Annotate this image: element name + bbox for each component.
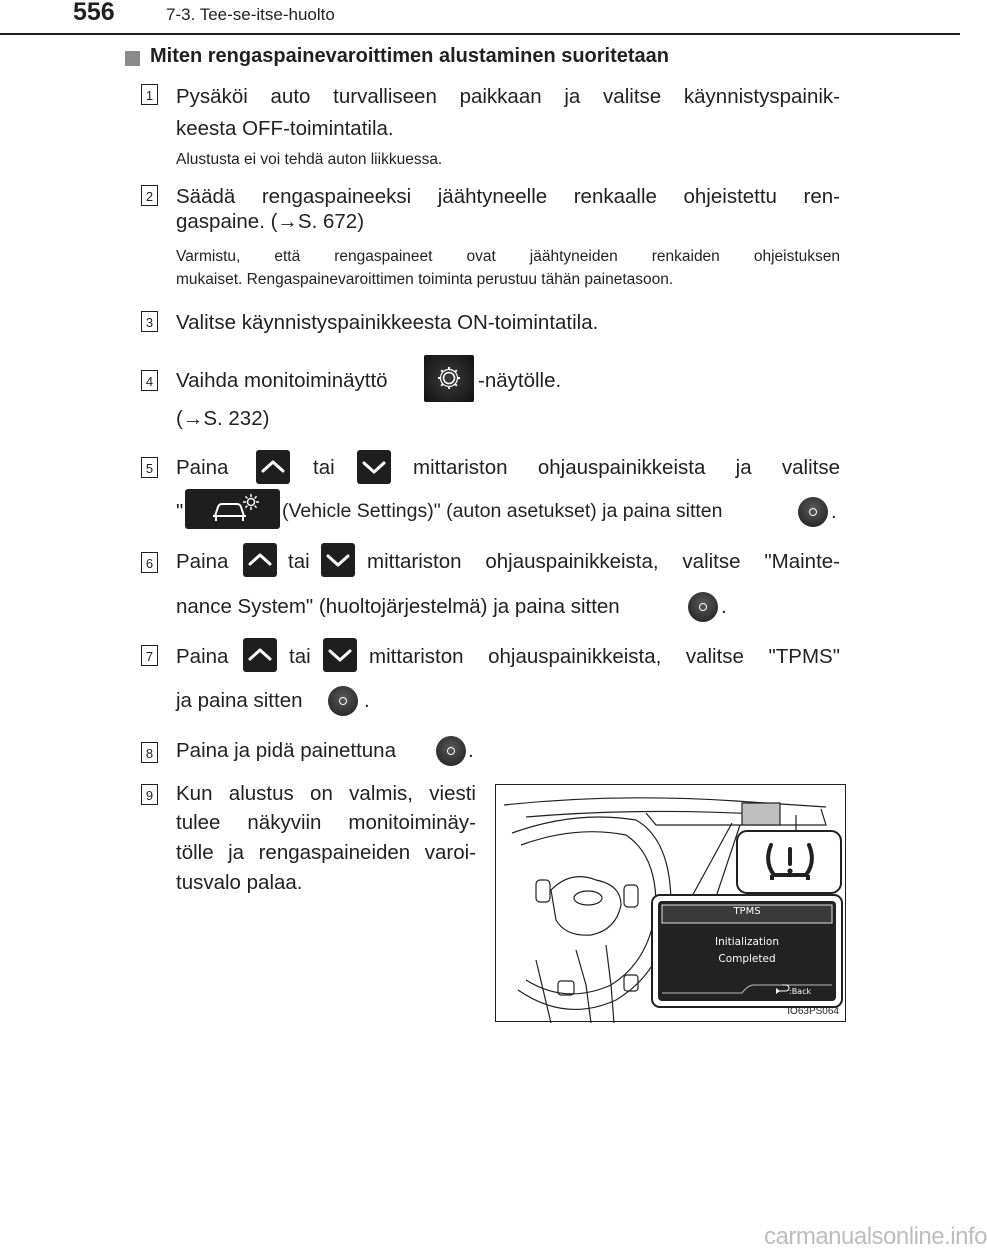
watermark: carmanualsonline.info bbox=[764, 1223, 987, 1250]
step-text: . bbox=[364, 689, 370, 712]
step-number: 9 bbox=[141, 784, 158, 805]
section-heading: Miten rengaspainevaroittimen alustaminen suoritetaan bbox=[150, 45, 670, 67]
gear-icon bbox=[424, 355, 474, 402]
step-text: tusvalo palaa. bbox=[176, 871, 303, 894]
step-text: -näytölle. bbox=[478, 369, 562, 392]
step-number: 4 bbox=[141, 370, 158, 391]
figure-code: IO63PS064 bbox=[787, 1006, 839, 1017]
step-text: nance System" (huoltojärjestelmä) ja paina sitten bbox=[176, 595, 620, 618]
step-text: Paina ja pidä painettuna bbox=[176, 739, 396, 762]
step-text: Paina bbox=[176, 456, 229, 479]
step-text: . bbox=[831, 500, 837, 523]
chevron-down-icon bbox=[323, 638, 357, 672]
ok-button-icon bbox=[436, 736, 466, 766]
heading-marker bbox=[125, 51, 140, 66]
step-number: 8 bbox=[141, 742, 158, 763]
ok-button-icon bbox=[328, 686, 358, 716]
step-text: Vaihda monitoiminäyttö bbox=[176, 369, 388, 392]
step-text: . bbox=[721, 595, 727, 618]
step-text: Valitse käynnistyspainikkeesta ON-toimintatila. bbox=[176, 311, 599, 334]
ok-button-icon bbox=[798, 497, 828, 527]
step-text: tai bbox=[289, 645, 311, 668]
step-text: tai bbox=[288, 550, 310, 573]
step-text: keesta OFF-toimintatila. bbox=[176, 117, 394, 140]
step-text: mittariston ohjauspainikkeista ja valitse bbox=[413, 456, 840, 479]
vehicle-settings-display bbox=[185, 489, 280, 529]
screen-title: TPMS bbox=[733, 906, 761, 917]
step-text: Kun alustus on valmis, viesti bbox=[176, 782, 476, 805]
header-rule bbox=[0, 33, 960, 35]
step-number: 7 bbox=[141, 645, 158, 666]
chevron-down-icon bbox=[321, 543, 355, 577]
step-text: Paina bbox=[176, 550, 229, 573]
down-button bbox=[321, 543, 355, 577]
car-settings-icon bbox=[185, 489, 280, 529]
step-number: 1 bbox=[141, 84, 158, 105]
step-text: Paina bbox=[176, 645, 229, 668]
up-button bbox=[243, 638, 277, 672]
down-button bbox=[357, 450, 391, 484]
step-note: Varmistu, että rengaspaineet ovat jäähtyneiden renkaiden ohjeistuksen bbox=[176, 248, 840, 265]
settings-display-button bbox=[424, 355, 474, 402]
step-text: . bbox=[468, 739, 474, 762]
page-number: 556 bbox=[73, 0, 115, 26]
screen-message: Completed bbox=[718, 953, 776, 965]
section-title: 7-3. Tee-se-itse-huolto bbox=[166, 5, 335, 24]
step-text: tai bbox=[313, 456, 335, 479]
step-number: 6 bbox=[141, 552, 158, 573]
step-number: 2 bbox=[141, 185, 158, 206]
screen-message: Initialization bbox=[714, 936, 780, 948]
down-button bbox=[323, 638, 357, 672]
step-text: mittariston ohjauspainikkeista, valitse "TPMS" bbox=[369, 645, 840, 668]
step-text: tulee näkyviin monitoiminäy- bbox=[176, 811, 476, 834]
ok-button-icon bbox=[688, 592, 718, 622]
chevron-up-icon bbox=[243, 638, 277, 672]
step-text: " bbox=[176, 500, 184, 523]
chevron-up-icon bbox=[243, 543, 277, 577]
step-text: gaspaine. (→S. 672) bbox=[176, 210, 365, 233]
up-button bbox=[243, 543, 277, 577]
step-number: 5 bbox=[141, 457, 158, 478]
chevron-down-icon bbox=[357, 450, 391, 484]
back-label: :Back bbox=[789, 987, 812, 996]
chevron-up-icon bbox=[256, 450, 290, 484]
step-number: 3 bbox=[141, 311, 158, 332]
step-text: Pysäköi auto turvalliseen paikkaan ja valitse käynnistyspainik- bbox=[176, 85, 840, 108]
step-note: mukaiset. Rengaspainevaroittimen toiminta perustuu tähän painetasoon. bbox=[176, 271, 674, 288]
step-text: (→S. 232) bbox=[176, 407, 270, 430]
step-note: Alustusta ei voi tehdä auton liikkuessa. bbox=[176, 151, 443, 168]
step-text: Säädä rengaspaineeksi jäähtyneelle renkaalle ohjeistettu ren- bbox=[176, 185, 840, 208]
step-text: tölle ja rengaspaineiden varoi- bbox=[176, 841, 476, 864]
up-button bbox=[256, 450, 290, 484]
step-text: ja paina sitten bbox=[176, 689, 303, 712]
dashboard-illustration bbox=[495, 784, 846, 1022]
step-text: mittariston ohjauspainikkeista, valitse "Mainte- bbox=[367, 550, 840, 573]
step-text: (Vehicle Settings)" (auton asetukset) ja paina sitten bbox=[282, 500, 723, 522]
